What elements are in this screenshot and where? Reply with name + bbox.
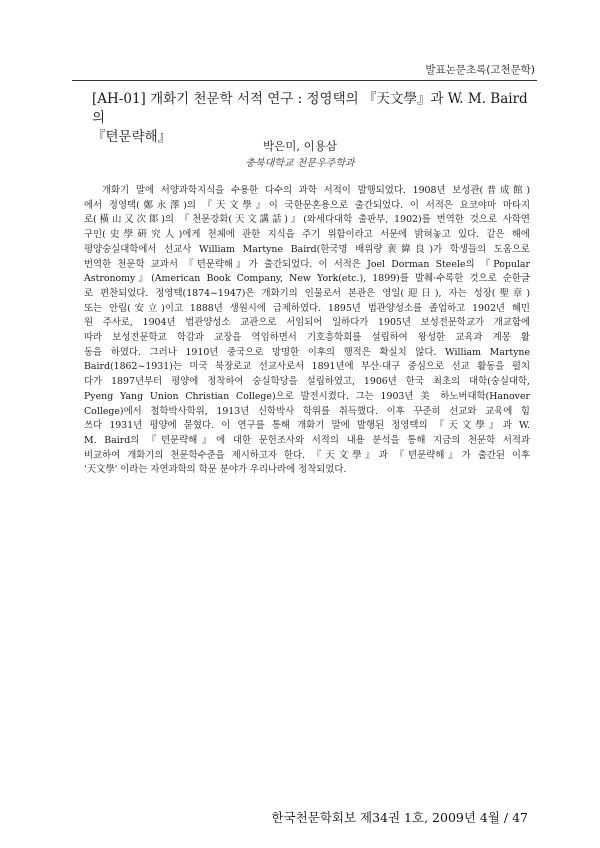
abstract-line: 비교하여 개화기의 천문학수준을 제시하고자 한다. 『天文學』과 『텬문략해』가 출간된 이후: [84, 449, 530, 461]
abstract-line: '天文學' 이라는 자연과학의 학문 분야가 우리나라에 정착되었다.: [84, 464, 347, 476]
abstract-line: 로 편찬되었다. 정영택(1874~1947)은 개화기의 인물로서 본관은 영일(迎日), 자는 성장(聖章): [84, 287, 530, 299]
abstract-line: 평양숭실대학에서 선교사 William Martyne Baird(한국명 배위량裵緯良)가 학생들의 도움으로: [84, 243, 530, 255]
abstract-line: 동을 하였다. 그러나 1910년 중국으로 망명한 이후의 행적은 확실치 않다. William Martyne: [84, 346, 530, 358]
journal-citation-footer: 한국천문학회보 제34권 1호, 2009년 4월 / 47: [271, 810, 528, 825]
section-label: 발표논문초록(고천문학): [425, 64, 535, 76]
header-divider: [72, 80, 537, 81]
abstract-body: [84, 184, 530, 478]
paper-title-line-2: 『텬문략해』: [92, 129, 172, 145]
abstract-line: 로(橫山又次郞)의 『천문강화(天文講話)』(와세다대학 출판부, 1902)를 번역한 것으로 사학연: [84, 214, 530, 226]
abstract-line: M. Baird의 『텬문략해』에 대한 문헌조사와 서적의 내용 분석을 통해 지금의 천문학 서적과: [84, 434, 530, 446]
abstract-line: Astronomy』(American Book Company, New York(etc.), 1899)를 발췌·수록한 것으로 순한글: [84, 273, 530, 285]
abstract-line: Baird(1862~1931)는 미국 북장로교 선교사로서 1891년에 부산·대구 중심으로 선교 활동을 펼치: [84, 361, 530, 373]
abstract-line: 다가 1897년부터 평양에 정착하여 숭실학당을 설립하였고, 1906년 한국 최초의 대학(숭실대학,: [84, 376, 530, 388]
abstract-line: College)에서 철학박사학위, 1913년 신학박사 학위를 취득했다. 이후 꾸준히 선교와 교육에 힘: [84, 405, 530, 417]
abstract-line: 쓰다 1931년 평양에 묻혔다. 이 연구를 통해 개화기 말에 발행된 정영택의 『天文學』과 W.: [84, 420, 530, 432]
abstract-line: 또는 안립(安立)이고 1888년 생원시에 급제하였다. 1895년 법관양성소를 졸업하고 1902년 혜민: [84, 302, 530, 314]
authors: 박은미, 이용삼: [263, 139, 337, 153]
abstract-line: 에서 정영택(鄭永澤)의 『天文學』이 국한문혼용으로 출간되었다. 이 서적은 요코야마 마타지: [84, 199, 530, 211]
abstract-line: 번역한 천문학 교과서 『텬문략해』가 출간되었다. 이 서적은 Joel Dorman Steele의 『Popular: [84, 258, 530, 270]
paper-title-line-1: [AH-01] 개화기 천문학 서적 연구 : 정영택의 『天文學』과 W. M. Baird의: [92, 91, 528, 126]
abstract-line: 원 주사로, 1904년 법관양성소 교관으로 서임되어 일하다가 1905년 보성전문학교가 개교함에: [84, 317, 530, 329]
abstract-line: Pyeng Yang Union Christian College)으로 발전시켰다. 그는 1903년 美 하노버대학(Hanover: [84, 390, 530, 402]
abstract-line: 구인(史學硏究人)에게 천체에 관한 지식을 주기 위함이라고 서문에 밝혀놓고 있다. 같은 해에: [84, 229, 530, 241]
abstract-line: 개화기 말에 서양과학지식을 수용한 다수의 과학 서적이 발행되었다. 1908년 보성관(普成館): [102, 185, 530, 196]
affiliation: 충북대학교 천문우주학과: [245, 158, 355, 169]
abstract-line: 따라 보성전문학교 학감과 교장을 역임하면서 기호흥학회를 설립하여 왕성한 교육과 계몽 활: [84, 332, 530, 344]
